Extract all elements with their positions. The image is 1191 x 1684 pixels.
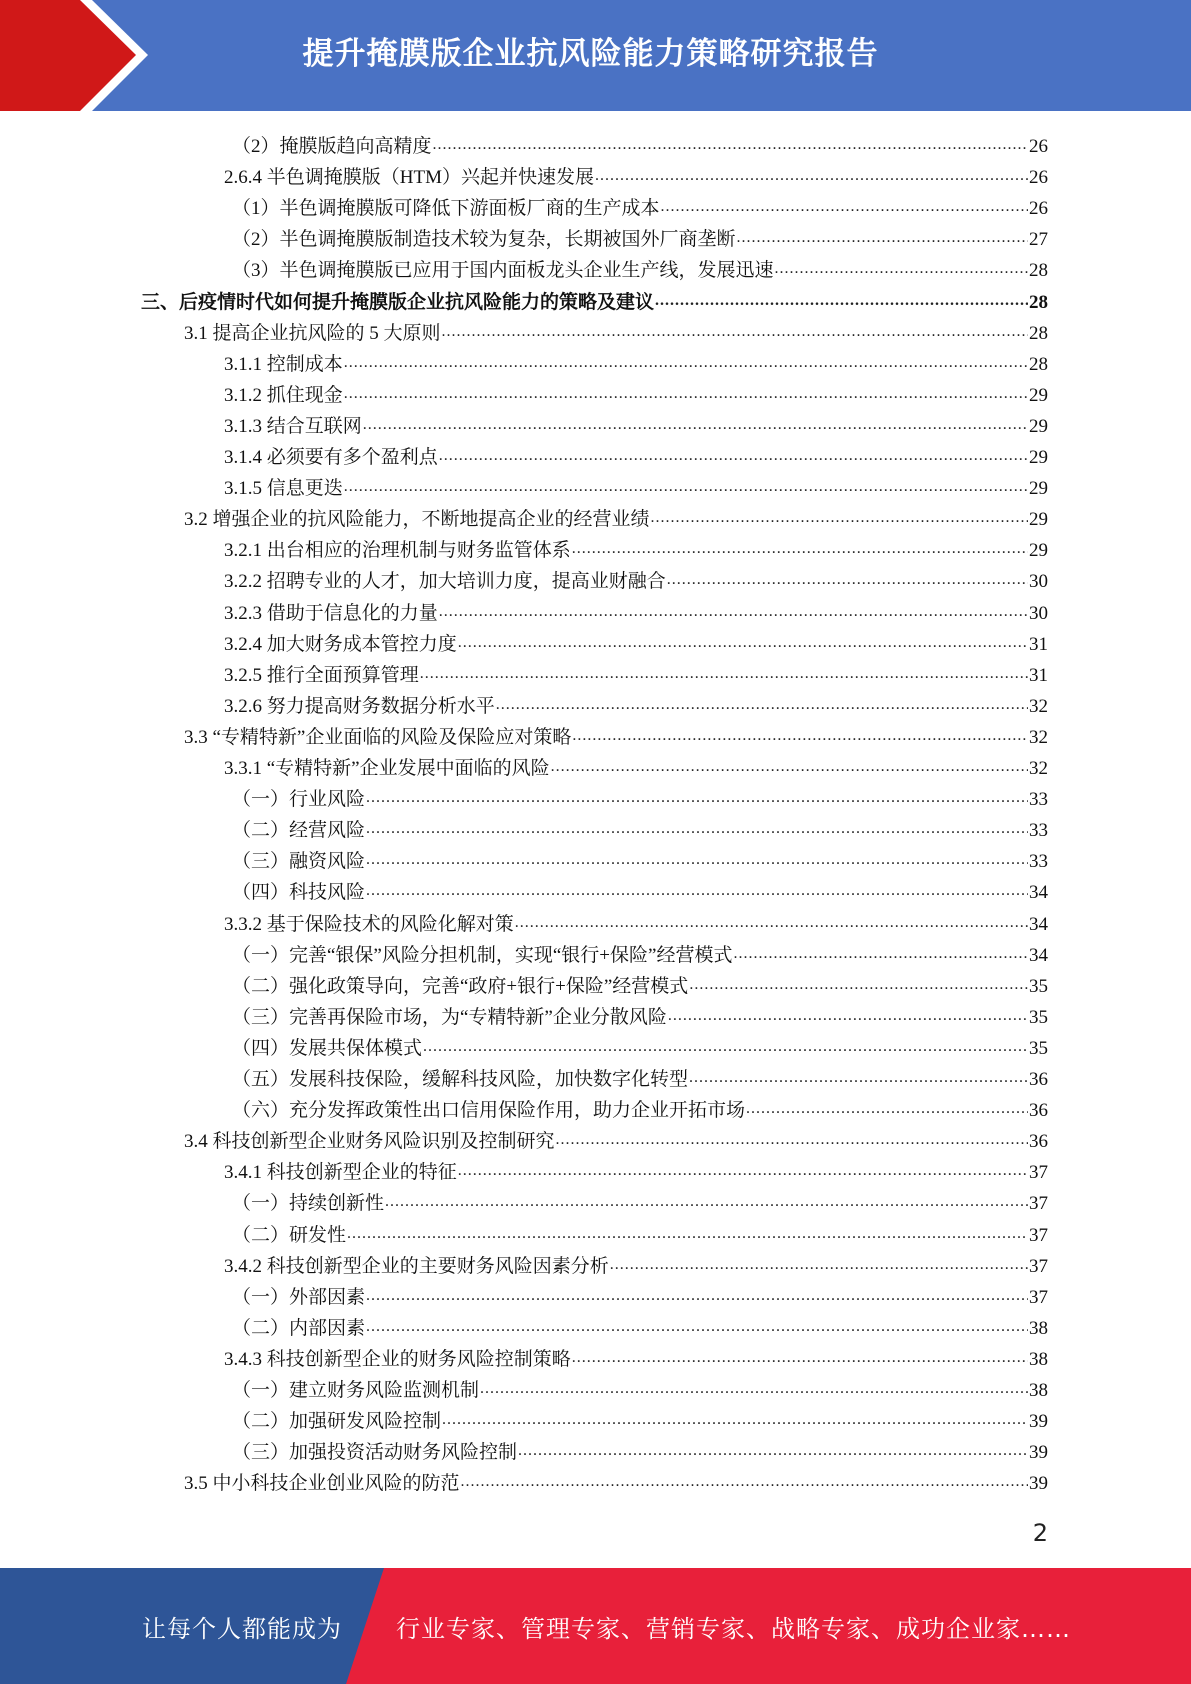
toc-dot-leader	[442, 1409, 1028, 1431]
toc-entry-title: （一）建立财务风险监测机制	[232, 1380, 480, 1401]
toc-entry-title: 3.1.5 信息更迭	[224, 478, 343, 500]
toc-entry-title: （一）外部因素	[232, 1286, 366, 1308]
toc-entry-title: （一）行业风险	[232, 789, 366, 811]
toc-entry-page: 28	[1029, 260, 1048, 282]
toc-entry-page: 29	[1029, 415, 1048, 437]
toc-entry-title: （四）发展共保体模式	[232, 1037, 423, 1059]
toc-dot-leader	[518, 1440, 1028, 1462]
toc-entry-page: 30	[1029, 602, 1048, 624]
toc-entry-title: （三）完善再保险市场，为“专精特新”企业分散风险	[232, 1006, 667, 1028]
toc-dot-leader	[496, 694, 1028, 716]
toc-entry-page: 32	[1029, 726, 1048, 748]
toc-entry-title: （1）半色调掩膜版可降低下游面板厂商的生产成本	[232, 198, 660, 220]
toc-entry[interactable]	[232, 936, 1048, 967]
toc-entry[interactable]	[224, 376, 1048, 407]
toc-entry-title: 3.5 中小科技企业创业风险的防范	[184, 1473, 460, 1495]
toc-entry-page: 37	[1029, 1193, 1048, 1215]
toc-entry-title: （二）加强研发风险控制	[232, 1411, 442, 1433]
toc-entry[interactable]	[232, 1029, 1048, 1060]
toc-dot-leader	[655, 290, 1028, 312]
toc-entry-page: 31	[1029, 633, 1048, 655]
toc-entry[interactable]	[184, 314, 1048, 345]
toc-entry-page: 36	[1029, 1069, 1048, 1090]
toc-entry-page: 35	[1029, 975, 1048, 997]
toc-entry[interactable]	[232, 1091, 1048, 1122]
toc-dot-leader	[347, 1223, 1028, 1245]
toc-dot-leader	[366, 880, 1028, 902]
toc-entry-page: 33	[1029, 789, 1048, 811]
toc-entry-title: 3.2.2 招聘专业的人才，加大培训力度，提高业财融合	[224, 571, 666, 593]
toc-entry-title: 3.2.6 努力提高财务数据分析水平	[224, 695, 495, 717]
toc-entry-title: 3.2.3 借助于信息化的力量	[224, 602, 438, 624]
toc-dot-leader	[661, 196, 1028, 218]
toc-entry-page: 39	[1029, 1442, 1048, 1464]
toc-entry[interactable]	[224, 158, 1048, 189]
toc-dot-leader	[420, 663, 1028, 685]
toc-entry-page: 34	[1029, 944, 1048, 966]
toc-dot-leader	[366, 1316, 1028, 1338]
toc-dot-leader	[344, 476, 1028, 498]
toc-entry-page: 28	[1029, 291, 1048, 313]
toc-entry[interactable]	[224, 407, 1048, 438]
toc-entry-page: 27	[1029, 229, 1048, 251]
toc-entry[interactable]	[224, 1340, 1048, 1371]
toc-entry-page: 39	[1029, 1411, 1048, 1433]
toc-dot-leader	[775, 258, 1028, 280]
toc-entry[interactable]	[232, 1216, 1048, 1247]
toc-entry-title: 3.3 “专精特新”企业面临的风险及保险应对策略	[184, 726, 572, 748]
toc-entry-title: （2）掩膜版趋向高精度	[232, 136, 432, 157]
toc-entry-title: 三、后疫情时代如何提升掩膜版企业抗风险能力的策略及建议	[141, 291, 655, 313]
page-number: 2	[1032, 1519, 1048, 1547]
toc-entry[interactable]	[232, 842, 1048, 873]
toc-entry[interactable]	[232, 1402, 1048, 1433]
footer-slogan-left: 让每个人都能成为	[142, 1614, 342, 1643]
toc-entry[interactable]	[224, 345, 1048, 376]
toc-entry[interactable]	[224, 625, 1048, 656]
toc-entry-title: 2.6.4 半色调掩膜版（HTM）兴起并快速发展	[224, 167, 594, 189]
toc-entry[interactable]	[184, 718, 1048, 749]
toc-entry[interactable]	[224, 1153, 1048, 1184]
toc-entry[interactable]	[232, 811, 1048, 842]
page-header	[0, 0, 1191, 111]
toc-dot-leader	[651, 507, 1028, 529]
toc-dot-leader	[572, 1347, 1028, 1369]
toc-entry[interactable]	[232, 780, 1048, 811]
toc-dot-leader	[366, 849, 1028, 871]
toc-entry-page: 38	[1029, 1317, 1048, 1339]
toc-entry-title: 3.2.5 推行全面预算管理	[224, 664, 419, 686]
toc-dot-leader	[572, 538, 1028, 560]
toc-entry-page: 37	[1029, 1162, 1048, 1184]
toc-entry-page: 37	[1029, 1224, 1048, 1246]
toc-entry-title: （3）半色调掩膜版已应用于国内面板龙头企业生产线，发展迅速	[232, 260, 774, 282]
toc-entry-title: （六）充分发挥政策性出口信用保险作用，助力企业开拓市场	[232, 1100, 746, 1122]
toc-dot-leader	[366, 818, 1028, 840]
toc-entry-page: 39	[1029, 1473, 1048, 1495]
toc-dot-leader	[515, 912, 1028, 934]
toc-entry-title: 3.4.1 科技创新型企业的特征	[224, 1162, 457, 1184]
toc-entry[interactable]	[184, 500, 1048, 531]
toc-entry-title: （2）半色调掩膜版制造技术较为复杂，长期被国外厂商垄断	[232, 229, 736, 251]
toc-entry-page: 30	[1029, 571, 1048, 593]
toc-entry-page: 35	[1029, 1037, 1048, 1059]
toc-dot-leader	[423, 1036, 1028, 1058]
toc-entry-page: 26	[1029, 167, 1048, 189]
toc-entry[interactable]	[232, 1060, 1048, 1091]
toc-entry[interactable]	[232, 1184, 1048, 1215]
footer-slogan-right: 行业专家、管理专家、营销专家、战略专家、成功企业家……	[396, 1614, 1071, 1643]
toc-entry[interactable]	[224, 656, 1048, 687]
toc-entry-title: 3.2.1 出台相应的治理机制与财务监管体系	[224, 540, 571, 562]
toc-entry[interactable]	[141, 283, 1048, 314]
toc-entry-page: 33	[1029, 820, 1048, 842]
toc-entry-title: 3.3.2 基于保险技术的风险化解对策	[224, 913, 514, 935]
toc-entry-title: 3.1 提高企业抗风险的 5 大原则	[184, 322, 441, 344]
toc-entry-title: 3.3.1 “专精特新”企业发展中面临的风险	[224, 758, 550, 779]
toc-entry-page: 32	[1029, 695, 1048, 717]
toc-entry-title: （四）科技风险	[232, 882, 366, 904]
toc-entry-title: 3.4.2 科技创新型企业的主要财务风险因素分析	[224, 1255, 609, 1277]
toc-entry[interactable]	[224, 1247, 1048, 1278]
toc-dot-leader	[480, 1378, 1028, 1400]
toc-entry-page: 34	[1029, 882, 1048, 904]
toc-entry-title: （五）发展科技保险，缓解科技风险，加快数字化转型	[232, 1069, 689, 1090]
toc-entry-title: 3.2 增强企业的抗风险能力，不断地提高企业的经营业绩	[184, 509, 650, 531]
toc-dot-leader	[442, 321, 1028, 343]
toc-entry-title: （三）融资风险	[232, 851, 366, 873]
toc-entry-title: 3.1.1 控制成本	[224, 353, 343, 375]
toc-entry-page: 29	[1029, 509, 1048, 531]
toc-entry[interactable]	[232, 873, 1048, 904]
toc-entry[interactable]	[232, 220, 1048, 251]
toc-entry-page: 26	[1029, 198, 1048, 220]
toc-dot-leader	[667, 569, 1028, 591]
toc-entry[interactable]	[184, 1464, 1048, 1495]
toc-dot-leader	[433, 134, 1028, 156]
toc-dot-leader	[595, 165, 1028, 187]
toc-entry-page: 34	[1029, 913, 1048, 935]
toc-entry-page: 38	[1029, 1348, 1048, 1370]
toc-dot-leader	[551, 756, 1028, 778]
toc-entry-title: （二）内部因素	[232, 1317, 366, 1339]
toc-entry[interactable]	[224, 687, 1048, 718]
toc-entry[interactable]	[232, 189, 1048, 220]
toc-entry[interactable]	[232, 127, 1048, 158]
toc-dot-leader	[458, 632, 1028, 654]
toc-entry-page: 28	[1029, 353, 1048, 375]
toc-entry-title: （二）经营风险	[232, 820, 366, 842]
toc-dot-leader	[363, 414, 1028, 436]
toc-entry-title: 3.4 科技创新型企业财务风险识别及控制研究	[184, 1131, 555, 1153]
toc-dot-leader	[439, 601, 1028, 623]
toc-entry-page: 33	[1029, 851, 1048, 873]
toc-dot-leader	[572, 725, 1028, 747]
toc-dot-leader	[689, 1067, 1028, 1089]
toc-entry[interactable]	[232, 1309, 1048, 1340]
toc-entry-page: 36	[1029, 1131, 1048, 1153]
toc-entry[interactable]	[232, 1371, 1048, 1402]
toc-entry[interactable]	[224, 438, 1048, 469]
toc-dot-leader	[458, 1160, 1028, 1182]
toc-entry-title: 3.1.4 必须要有多个盈利点	[224, 447, 438, 468]
toc-dot-leader	[610, 1254, 1028, 1276]
toc-entry-page: 29	[1029, 540, 1048, 562]
toc-entry[interactable]	[224, 562, 1048, 593]
toc-dot-leader	[366, 787, 1028, 809]
toc-entry-page: 32	[1029, 758, 1048, 779]
toc-entry[interactable]	[232, 1278, 1048, 1309]
toc-entry-page: 29	[1029, 478, 1048, 500]
toc-dot-leader	[366, 1285, 1028, 1307]
toc-dot-leader	[385, 1191, 1028, 1213]
toc-entry-page: 28	[1029, 322, 1048, 344]
toc-entry[interactable]	[232, 998, 1048, 1029]
toc-dot-leader	[746, 1098, 1028, 1120]
toc-entry-title: （二）研发性	[232, 1224, 347, 1246]
toc-entry-page: 29	[1029, 384, 1048, 406]
toc-entry-title: 3.4.3 科技创新型企业的财务风险控制策略	[224, 1348, 571, 1370]
toc-dot-leader	[689, 974, 1028, 996]
toc-dot-leader	[439, 445, 1028, 467]
toc-entry[interactable]	[224, 594, 1048, 625]
toc-entry-page: 31	[1029, 664, 1048, 686]
toc-entry-page: 37	[1029, 1255, 1048, 1277]
toc-entry-title: （二）强化政策导向，完善“政府+银行+保险”经营模式	[232, 975, 689, 997]
toc-entry[interactable]	[232, 967, 1048, 998]
toc-entry-title: （一）完善“银保”风险分担机制，实现“银行+保险”经营模式	[232, 944, 733, 966]
toc-entry-page: 29	[1029, 447, 1048, 468]
toc-entry[interactable]	[224, 531, 1048, 562]
toc-dot-leader	[556, 1129, 1028, 1151]
toc-entry[interactable]	[232, 1433, 1048, 1464]
toc-entry[interactable]	[232, 251, 1048, 282]
toc-entry[interactable]	[224, 905, 1048, 936]
toc-entry-title: （一）持续创新性	[232, 1193, 385, 1215]
toc-entry-title: 3.1.3 结合互联网	[224, 415, 362, 437]
toc-entry[interactable]	[224, 749, 1048, 780]
toc-entry-page: 37	[1029, 1286, 1048, 1308]
toc-dot-leader	[344, 352, 1028, 374]
toc-dot-leader	[733, 943, 1028, 965]
toc-dot-leader	[737, 227, 1028, 249]
toc-dot-leader	[668, 1005, 1028, 1027]
toc-dot-leader	[461, 1471, 1028, 1493]
toc-entry-page: 36	[1029, 1100, 1048, 1122]
toc-entry-page: 35	[1029, 1006, 1048, 1028]
toc-entry[interactable]	[224, 469, 1048, 500]
toc-dot-leader	[344, 383, 1028, 405]
document-title: 提升掩膜版企业抗风险能力策略研究报告	[302, 35, 879, 72]
toc-entry-title: 3.2.4 加大财务成本管控力度	[224, 633, 457, 655]
toc-entry-title: 3.1.2 抓住现金	[224, 384, 343, 406]
toc-entry-page: 26	[1029, 136, 1048, 157]
toc-entry-title: （三）加强投资活动财务风险控制	[232, 1442, 518, 1464]
page-footer	[0, 1568, 1191, 1684]
toc-entry[interactable]	[184, 1122, 1048, 1153]
toc-entry-page: 38	[1029, 1380, 1048, 1401]
